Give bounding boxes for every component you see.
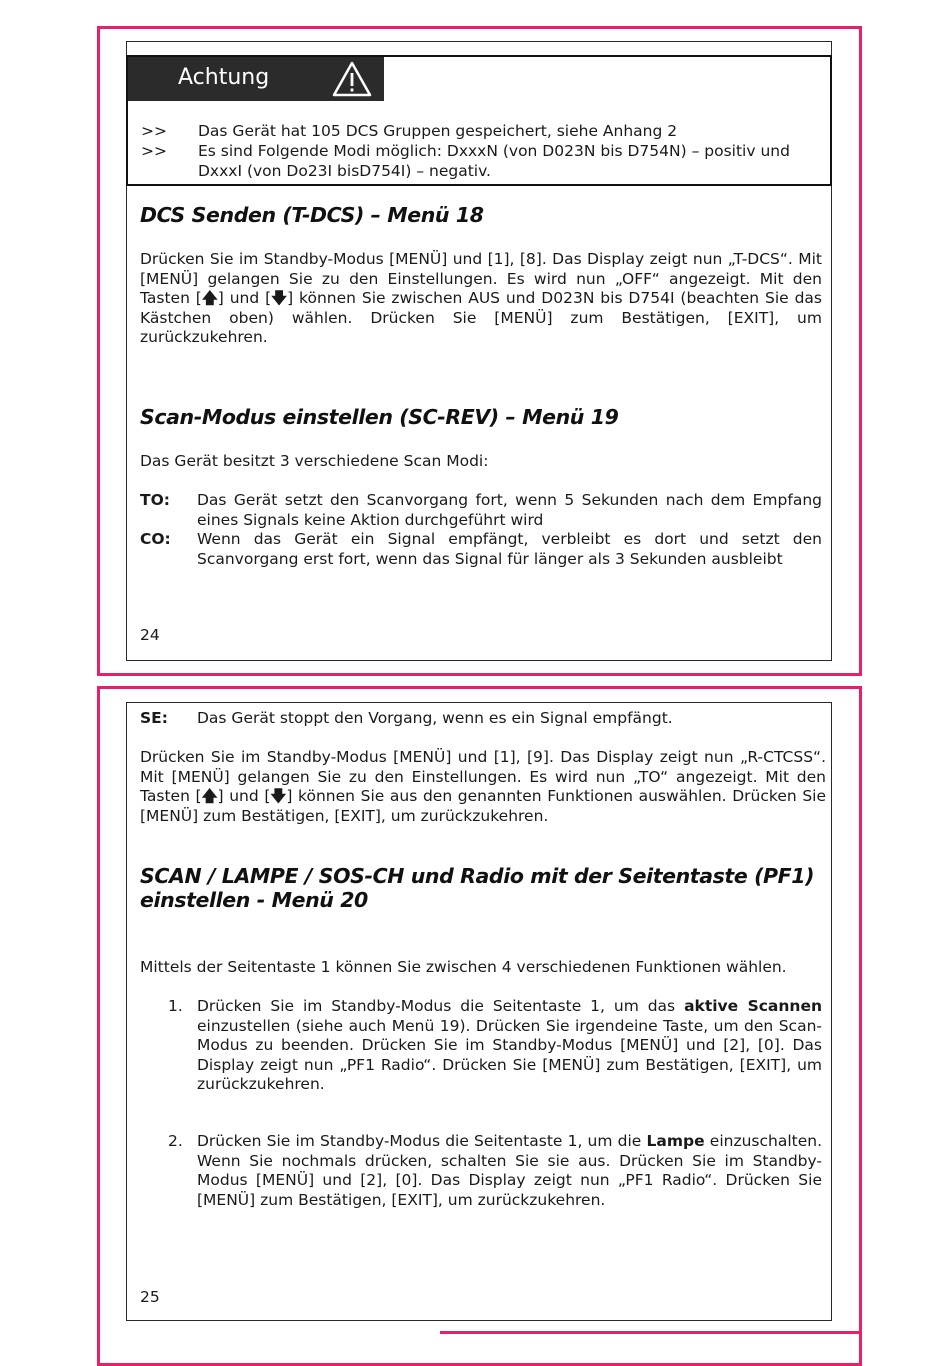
section-heading-menu-18: DCS Senden (T-DCS) – Menü 18 xyxy=(140,203,484,227)
warning-title: Achtung xyxy=(178,65,270,90)
mode-label: TO: xyxy=(140,491,170,509)
arrow-down-icon: 🡇 xyxy=(271,289,288,307)
section-heading-menu-20: SCAN / LAMPE / SOS-CH und Radio mit der Seitentaste (PF1) einstellen - Menü 20 xyxy=(140,864,815,912)
warning-bullet xyxy=(141,122,821,142)
section-heading-menu-19: Scan-Modus einstellen (SC-REV) – Menü 19 xyxy=(140,405,619,429)
mode-label: SE: xyxy=(140,709,168,727)
warning-header xyxy=(128,57,384,101)
page-number: 24 xyxy=(140,626,160,644)
warning-triangle-icon xyxy=(332,60,372,98)
mode-row-to xyxy=(140,491,822,531)
bullet-text-line: Es sind Folgende Modi möglich: DxxxN (von D023N bis D754N) – positiv und xyxy=(198,142,790,160)
arrow-down-icon: 🡇 xyxy=(270,787,287,805)
page-number: 25 xyxy=(140,1288,160,1306)
list-item-text: Drücken Sie im Standby-Modus die Seitentaste 1, um das aktive Scannen einzustellen (siehe auch Menü 19). Drücken Sie irgendeine Taste, um den Scan-Modus zu beenden. Drücken Sie im Standby-Modus [MENÜ] und [2], [0]. Das Display zeigt nun „PF1 Radio“. Drücken Sie [MENÜ] zum Bestätigen, [EXIT], um zurückzukehren. xyxy=(197,997,822,1093)
mode-row-co xyxy=(140,530,822,570)
warning-bullet xyxy=(141,142,821,182)
bullet-mark: >> xyxy=(141,142,167,160)
list-item-text: Drücken Sie im Standby-Modus die Seitentaste 1, um die Lampe einzuschalten. Wenn Sie nochmals drücken, schalten Sie sie aus. Drücken Sie im Standby-Modus [MENÜ] und [2], [0]. Das Display zeigt nun „PF1 Radio“. Drücken Sie [MENÜ] zum Bestätigen, [EXIT], um zurückzukehren. xyxy=(197,1132,822,1209)
mode-label: CO: xyxy=(140,530,171,548)
mode-description: Wenn das Gerät ein Signal empfängt, verbleibt es dort und setzt den Scanvorgang erst fort, wenn das Signal für länger als 3 Sekunden ausbleibt xyxy=(197,530,822,568)
paragraph-menu-18: Drücken Sie im Standby-Modus [MENÜ] und [1], [8]. Das Display zeigt nun „T-DCS“. Mit [MENÜ] gelangen Sie zu den Einstellungen. Es wird nun „OFF“ angezeigt. Mit den Tasten [🡅] und [🡇] können Sie zwischen AUS und D023N bis D754I (beachten Sie das Kästchen oben) wählen. Drücken Sie [MENÜ] zum Bestätigen, [EXIT], um zurückzukehren. xyxy=(140,250,822,346)
footer-accent-line xyxy=(440,1331,862,1334)
paragraph-menu-19: Drücken Sie im Standby-Modus [MENÜ] und [1], [9]. Das Display zeigt nun „R-CTCSS“. Mit [MENÜ] gelangen Sie zu den Einstellungen. Es wird nun „TO“ angezeigt. Mit den Tasten [🡅] und [🡇] können Sie aus den genannten Funktionen auswählen. Drücken Sie [MENÜ] zum Bestätigen, [EXIT], um zurückzukehren. xyxy=(140,748,827,825)
mode-row-se xyxy=(140,709,822,729)
mode-description: Das Gerät setzt den Scanvorgang fort, wenn 5 Sekunden nach dem Empfang eines Signals keine Aktion durchgeführt wird xyxy=(197,491,822,529)
pf1-intro: Mittels der Seitentaste 1 können Sie zwischen 4 verschiedenen Funktionen wählen. xyxy=(140,958,787,976)
mode-description: Das Gerät stoppt den Vorgang, wenn es ein Signal empfängt. xyxy=(197,709,673,727)
arrow-up-icon: 🡅 xyxy=(201,787,218,805)
list-number: 2. xyxy=(168,1132,183,1150)
bullet-text-line: DxxxI (von Do23I bisD754I) – negativ. xyxy=(198,161,491,180)
scan-modes-intro: Das Gerät besitzt 3 verschiedene Scan Modi: xyxy=(140,452,489,470)
arrow-up-icon: 🡅 xyxy=(201,289,218,307)
bullet-text: Das Gerät hat 105 DCS Gruppen gespeichert, siehe Anhang 2 xyxy=(198,122,678,140)
list-number: 1. xyxy=(168,997,183,1015)
bullet-mark: >> xyxy=(141,122,167,140)
